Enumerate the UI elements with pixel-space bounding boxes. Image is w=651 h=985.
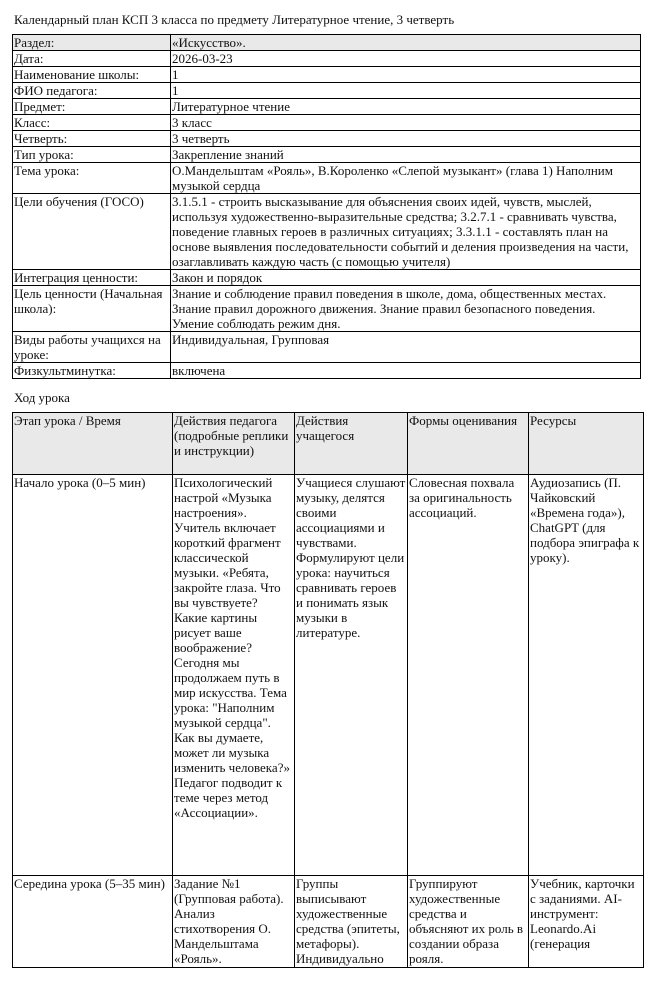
meta-label: Класс:	[13, 115, 171, 131]
cell-student-actions: Учащиеся слушают музыку, делятся своими ассоциациями и чувствами. Формулируют цели урока: научиться сравнивать героев и понимать язык музыки в литературе.	[295, 475, 408, 876]
meta-row-class	[13, 115, 641, 131]
meta-row-school	[13, 67, 641, 83]
lesson-flow-heading: Ход урока	[14, 390, 70, 405]
table-row	[13, 475, 644, 876]
meta-value: 3 четверть	[171, 131, 641, 147]
meta-label: Наименование школы:	[13, 67, 171, 83]
meta-label: Цели обучения (ГОСО)	[13, 194, 171, 270]
meta-value: Индивидуальная, Групповая	[171, 332, 641, 363]
meta-value: 2026-03-23	[171, 51, 641, 67]
meta-value: 1	[171, 83, 641, 99]
meta-label: ФИО педагога:	[13, 83, 171, 99]
cell-stage: Начало урока (0–5 мин)	[13, 475, 173, 876]
column-header: Этап урока / Время	[13, 413, 173, 475]
meta-value: 3.1.5.1 - строить высказывание для объяснения своих идей, чувств, мыслей, используя художественно-выразительные средства; 3.2.7.1 - сравнивать чувства, поведение главных героев в различных ситуациях; 3.3.1.1 - составлять план на основе выявления последовательности событий и деления произведения на части, озаглавливать каждую часть (с помощью учителя)	[171, 194, 641, 270]
meta-row-value-integration	[13, 270, 641, 286]
meta-row-lesson-type	[13, 147, 641, 163]
meta-value: 3 класс	[171, 115, 641, 131]
meta-label: Тип урока:	[13, 147, 171, 163]
meta-value: включена	[171, 363, 641, 379]
meta-label: Четверть:	[13, 131, 171, 147]
meta-value: 1	[171, 67, 641, 83]
meta-row-value-goal	[13, 286, 641, 332]
cell-student-actions: Группы выписывают художественные средства (эпитеты, метафоры). Индивидуально	[295, 876, 408, 968]
cell-teacher-actions: Задание №1 (Групповая работа). Анализ стихотворения О. Мандельштама «Рояль».	[173, 876, 295, 968]
meta-value: Знание и соблюдение правил поведения в школе, дома, общественных местах. Знание правил дорожного движения. Знание правил безопасного поведения. Умение соблюдать режим дня.	[171, 286, 641, 332]
column-header: Действия педагога (подробные реплики и инструкции)	[173, 413, 295, 475]
column-header: Действия учащегося	[295, 413, 408, 475]
meta-label: Цель ценности (Начальная школа):	[13, 286, 171, 332]
meta-row-teacher	[13, 83, 641, 99]
column-header: Ресурсы	[529, 413, 644, 475]
meta-value: О.Мандельштам «Рояль», В.Короленко «Слепой музыкант» (глава 1) Наполним музыкой сердца	[171, 163, 641, 194]
document-title: Календарный план КСП 3 класса по предмету Литературное чтение, 3 четверть	[14, 12, 455, 27]
cell-assessment: Группируют художественные средства и объясняют их роль в создании образа рояля.	[408, 876, 529, 968]
meta-label: Виды работы учащихся на уроке:	[13, 332, 171, 363]
meta-value: Закрепление знаний	[171, 147, 641, 163]
meta-label: Интеграция ценности:	[13, 270, 171, 286]
lesson-meta-table	[12, 34, 641, 379]
table-row	[13, 876, 644, 968]
cell-teacher-actions: Психологический настрой «Музыка настроения». Учитель включает короткий фрагмент классической музыки. «Ребята, закройте глаза. Что вы чувствуете? Какие картины рисует ваше воображение? Сегодня мы продолжаем путь в мир искусства. Тема урока: "Наполним музыкой сердца". Как вы думаете, может ли музыка изменить человека?» Педагог подводит к теме через метод «Ассоциации».	[173, 475, 295, 876]
meta-label: Раздел:	[13, 35, 171, 51]
lesson-flow-table	[12, 412, 644, 968]
cell-assessment: Словесная похвала за оригинальность ассоциаций.	[408, 475, 529, 876]
meta-row-work-types	[13, 332, 641, 363]
meta-row-date	[13, 51, 641, 67]
cell-resources: Учебник, карточки с заданиями. AI-инструмент: Leonardo.Ai (генерация	[529, 876, 644, 968]
meta-row-physical-break	[13, 363, 641, 379]
meta-label: Тема урока:	[13, 163, 171, 194]
meta-row-topic	[13, 163, 641, 194]
meta-row-section	[13, 35, 641, 51]
meta-row-subject	[13, 99, 641, 115]
meta-row-goals	[13, 194, 641, 270]
meta-label: Физкультминутка:	[13, 363, 171, 379]
meta-row-quarter	[13, 131, 641, 147]
meta-value: Закон и порядок	[171, 270, 641, 286]
meta-value: Литературное чтение	[171, 99, 641, 115]
lesson-table-header	[13, 413, 644, 475]
cell-stage: Середина урока (5–35 мин)	[13, 876, 173, 968]
meta-label: Предмет:	[13, 99, 171, 115]
column-header: Формы оценивания	[408, 413, 529, 475]
meta-label: Дата:	[13, 51, 171, 67]
cell-resources: Аудиозапись (П. Чайковский «Времена года»), ChatGPT (для подбора эпиграфа к уроку).	[529, 475, 644, 876]
meta-value: «Искусство».	[171, 35, 641, 51]
